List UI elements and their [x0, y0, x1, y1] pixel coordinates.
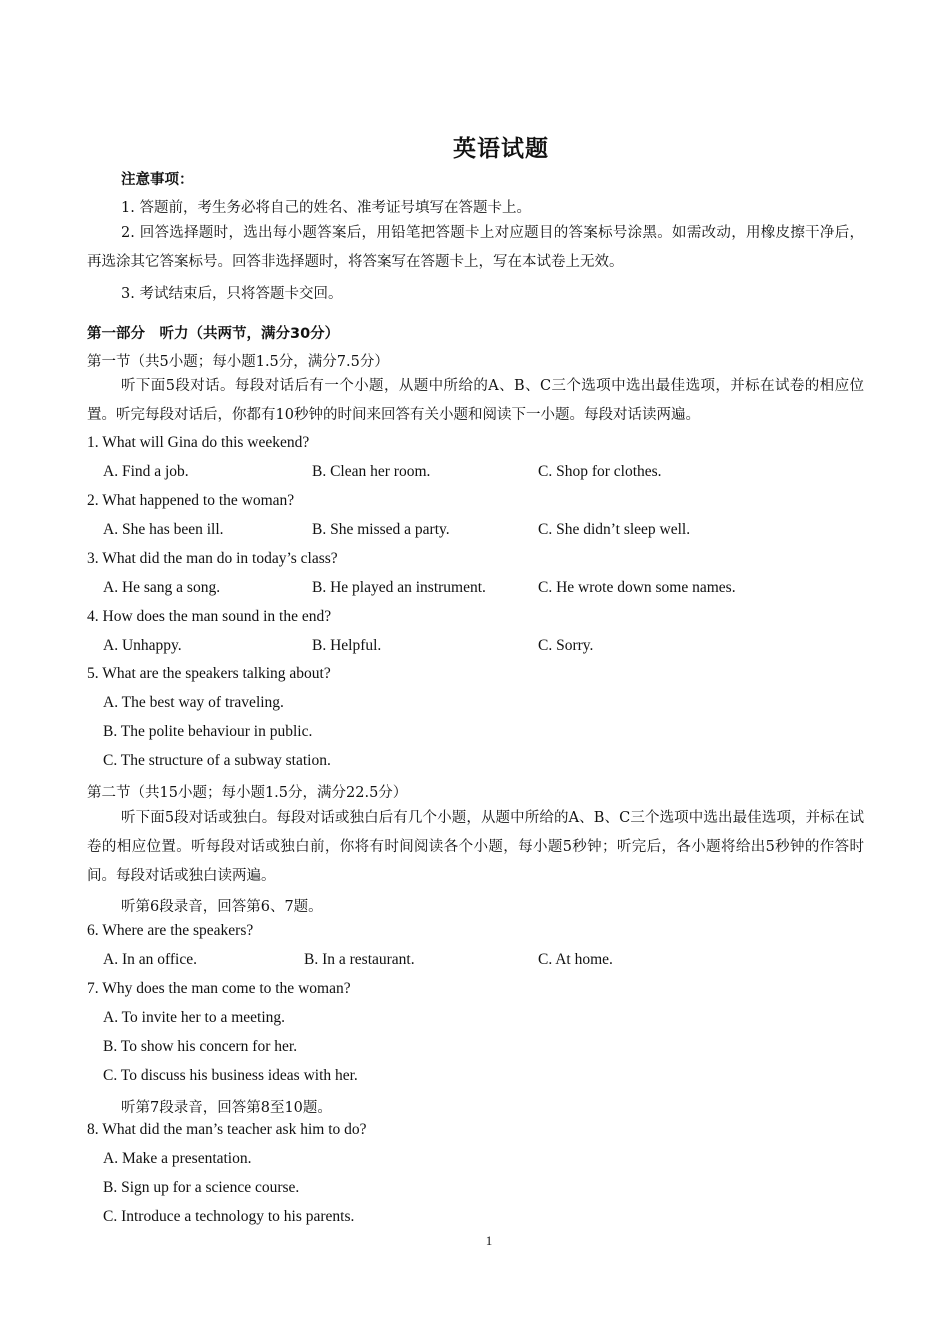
- notice-item-1: 1. 答题前，考生务必将自己的姓名、准考证号填写在答题卡上。: [121, 200, 531, 216]
- question-5: 5. What are the speakers talking about?: [87, 665, 331, 682]
- q5-option-b: B. The polite behaviour in public.: [103, 723, 313, 740]
- notice-item-2: 2. 回答选择题时，选出每小题答案后，用铅笔把答题卡上对应题目的答案标号涂黑。如需改动，用橡皮擦干净后，再选涂其它答案标号。回答非选择题时，将答案写在答题卡上，写在本试卷上无效。: [87, 225, 864, 270]
- page-title: 英语试题: [453, 136, 549, 162]
- question-6: 6. Where are the speakers?: [87, 922, 254, 939]
- part1-heading: 第一部分 听力（共两节，满分30分）: [87, 326, 340, 342]
- segment-7-note: 听第7段录音，回答第8至10题。: [121, 1100, 332, 1116]
- question-2: 2. What happened to the woman?: [87, 492, 295, 509]
- question-3: 3. What did the man do in today’s class?: [87, 550, 338, 567]
- q4-option-c: C. Sorry.: [538, 637, 594, 654]
- q2-option-b: B. She missed a party.: [312, 521, 450, 538]
- q7-option-a: A. To invite her to a meeting.: [103, 1009, 286, 1026]
- question-4: 4. How does the man sound in the end?: [87, 608, 332, 625]
- question-1: 1. What will Gina do this weekend?: [87, 434, 310, 451]
- q5-option-c: C. The structure of a subway station.: [103, 752, 331, 769]
- section2-instructions: 听下面5段对话或独白。每段对话或独白后有几个小题，从题中所给的A、B、C三个选项中选出最佳选项，并标在试卷的相应位置。听每段对话或独白前，你将有时间阅读各个小题，每小题5秒钟；听完后，各小题将给出5秒钟的作答时间。每段对话或独白读两遍。: [87, 810, 864, 884]
- q6-option-c: C. At home.: [538, 951, 613, 968]
- q8-option-c: C. Introduce a technology to his parents.: [103, 1208, 355, 1225]
- q6-option-b: B. In a restaurant.: [304, 951, 415, 968]
- q8-option-b: B. Sign up for a science course.: [103, 1179, 300, 1196]
- notice-heading: 注意事项：: [121, 172, 194, 188]
- q4-option-b: B. Helpful.: [312, 637, 382, 654]
- section2-heading: 第二节（共15小题；每小题1.5分，满分22.5分）: [87, 785, 408, 801]
- q1-option-c: C. Shop for clothes.: [538, 463, 662, 480]
- q1-option-a: A. Find a job.: [103, 463, 189, 480]
- q3-option-c: C. He wrote down some names.: [538, 579, 736, 596]
- page-number: 1: [485, 1233, 493, 1248]
- section1-heading: 第一节（共5小题；每小题1.5分，满分7.5分）: [87, 354, 389, 370]
- question-7: 7. Why does the man come to the woman?: [87, 980, 351, 997]
- q2-option-c: C. She didn’t sleep well.: [538, 521, 691, 538]
- section1-instructions: 听下面5段对话。每段对话后有一个小题，从题中所给的A、B、C三个选项中选出最佳选项，并标在试卷的相应位置。听完每段对话后，你都有10秒钟的时间来回答有关小题和阅读下一小题。每段对话读两遍。: [87, 378, 864, 423]
- question-8: 8. What did the man’s teacher ask him to do?: [87, 1121, 367, 1138]
- q1-option-b: B. Clean her room.: [312, 463, 431, 480]
- q3-option-b: B. He played an instrument.: [312, 579, 486, 596]
- q8-option-a: A. Make a presentation.: [103, 1150, 252, 1167]
- q7-option-c: C. To discuss his business ideas with her.: [103, 1067, 358, 1084]
- q5-option-a: A. The best way of traveling.: [103, 694, 284, 711]
- notice-item-3: 3. 考试结束后，只将答题卡交回。: [121, 286, 343, 302]
- q4-option-a: A. Unhappy.: [103, 637, 182, 654]
- segment-6-note: 听第6段录音，回答第6、7题。: [121, 899, 323, 915]
- q2-option-a: A. She has been ill.: [103, 521, 224, 538]
- q3-option-a: A. He sang a song.: [103, 579, 221, 596]
- q6-option-a: A. In an office.: [103, 951, 197, 968]
- q7-option-b: B. To show his concern for her.: [103, 1038, 298, 1055]
